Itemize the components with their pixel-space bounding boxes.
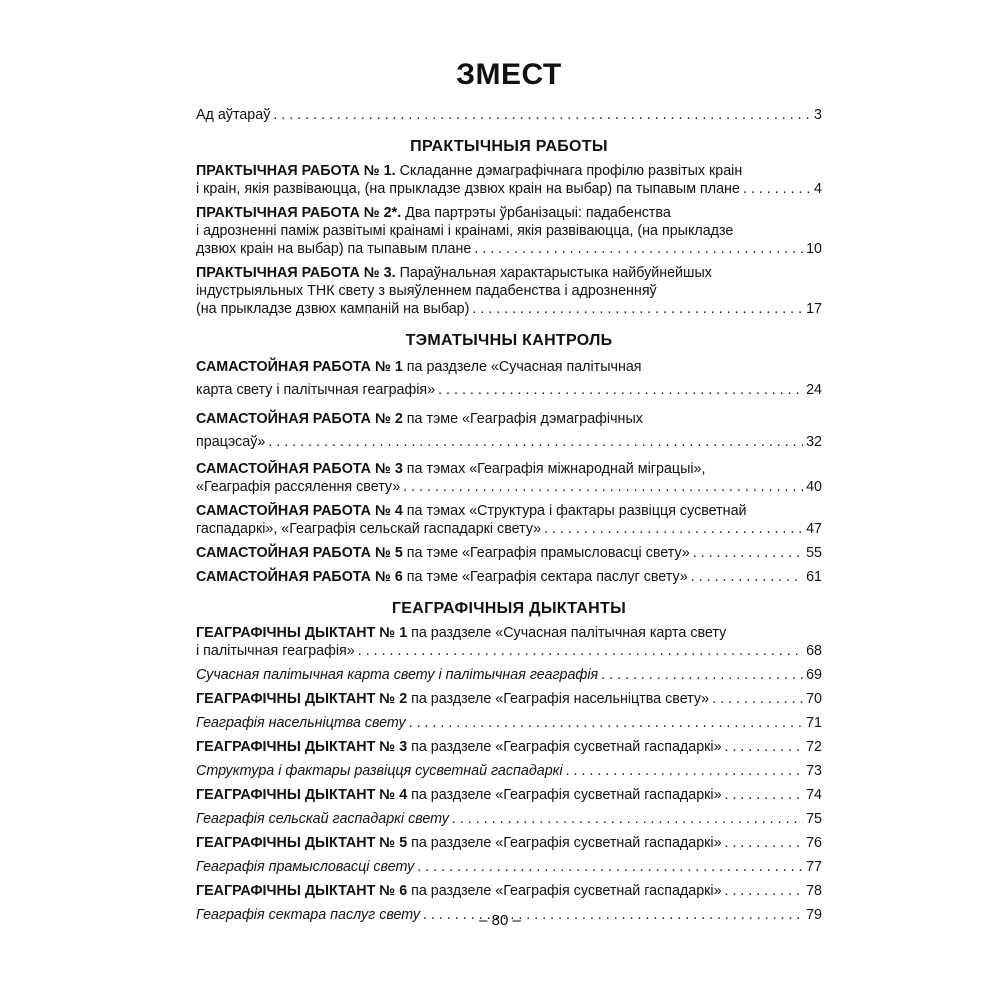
toc-line-text — [196, 180, 740, 198]
toc-entry[interactable] — [196, 810, 822, 828]
page-number: 32 — [806, 434, 822, 450]
toc-line-text — [196, 431, 265, 454]
page-number: 55 — [806, 545, 822, 561]
toc-line — [196, 810, 822, 828]
page-title: ЗМЕСТ — [456, 58, 562, 91]
toc-entry[interactable] — [196, 460, 822, 496]
page-number: 75 — [806, 811, 822, 827]
toc-entry[interactable] — [196, 162, 822, 198]
toc-line-text — [196, 738, 722, 756]
toc-line — [196, 180, 822, 198]
toc-line — [196, 379, 822, 402]
toc-entry[interactable] — [196, 786, 822, 804]
toc-line — [196, 858, 822, 876]
toc-line — [196, 762, 822, 780]
toc-line — [196, 162, 822, 180]
entry-description: «Геаграфія рассялення свету» — [196, 479, 401, 495]
entry-description: па раздзеле «Геаграфія сусветнай гаспадаркі» — [411, 787, 722, 803]
toc-line-text — [196, 882, 722, 900]
toc-line — [196, 714, 822, 732]
page-number: 61 — [806, 569, 822, 585]
toc-line-text — [196, 642, 355, 660]
toc-line — [196, 738, 822, 756]
page-number: 73 — [806, 763, 822, 779]
page-number: 4 — [814, 181, 822, 197]
toc-line — [196, 431, 822, 454]
entry-label: ГЕАГРАФІЧНЫ ДЫКТАНТ № 3 — [196, 739, 408, 755]
toc-entry[interactable] — [196, 834, 822, 852]
section-heading: ПРАКТЫЧНЫЯ РАБОТЫ — [410, 138, 608, 155]
toc-line — [196, 282, 822, 300]
dot-leader — [268, 431, 803, 454]
dot-leader — [472, 300, 803, 318]
page-number: 72 — [806, 739, 822, 755]
dot-leader — [743, 180, 811, 198]
entry-label: САМАСТОЙНАЯ РАБОТА № 4 — [196, 503, 403, 519]
entry-description: гаспадаркі», «Геаграфія сельскай гаспадаркі свету» — [196, 521, 542, 537]
toc-line-text — [196, 544, 690, 562]
toc-entry[interactable] — [196, 624, 822, 660]
entry-description: па раздзеле «Сучасная палітычная — [406, 359, 642, 375]
toc-subentry-text: Структура і фактары развіцця сусветнай гаспадаркі — [196, 763, 563, 779]
toc-line — [196, 666, 822, 684]
page-number: 74 — [806, 787, 822, 803]
toc-line — [196, 478, 822, 496]
page-footer-number: – 80 – — [479, 912, 521, 929]
entry-description: па раздзеле «Геаграфія сусветнай гаспадаркі» — [411, 835, 722, 851]
toc-subentry-text: Сучасная палітычная карта свету і палітычная геаграфія — [196, 667, 599, 683]
toc-entry[interactable] — [196, 264, 822, 318]
toc-entry[interactable] — [196, 502, 822, 538]
entry-description: па раздзеле «Геаграфія сусветнай гаспадаркі» — [411, 739, 722, 755]
entry-label: ГЕАГРАФІЧНЫ ДЫКТАНТ № 4 — [196, 787, 408, 803]
dot-leader — [409, 714, 803, 732]
entry-label: ГЕАГРАФІЧНЫ ДЫКТАНТ № 6 — [196, 883, 408, 899]
toc-line-text — [196, 283, 657, 299]
entry-label: ПРАКТЫЧНАЯ РАБОТА № 3. — [196, 265, 396, 281]
entry-label: САМАСТОЙНАЯ РАБОТА № 1 — [196, 359, 403, 375]
page-number: 71 — [806, 715, 822, 731]
entry-description: і адрозненні паміж развітымі краінамі і краінамі, якія развіваюцца, (на прыкладзе — [196, 223, 734, 239]
dot-leader — [358, 642, 803, 660]
toc-line — [196, 882, 822, 900]
dot-leader — [693, 544, 803, 562]
entry-label: САМАСТОЙНАЯ РАБОТА № 3 — [196, 461, 403, 477]
toc-entry-text: Ад аўтараў — [196, 107, 271, 123]
toc-entry[interactable] — [196, 690, 822, 708]
dot-leader — [403, 478, 803, 496]
toc-line — [196, 502, 822, 520]
page-number: 77 — [806, 859, 822, 875]
toc-line — [196, 568, 822, 586]
page-number: 40 — [806, 479, 822, 495]
dot-leader — [725, 786, 804, 804]
entry-label: ГЕАГРАФІЧНЫ ДЫКТАНТ № 1 — [196, 625, 408, 641]
toc-entry[interactable] — [196, 356, 822, 402]
toc-entry[interactable] — [196, 714, 822, 732]
toc-line — [196, 106, 822, 124]
toc-line-text — [196, 205, 671, 221]
page-number: 17 — [806, 301, 822, 317]
toc-line — [196, 408, 822, 431]
toc-line-text — [196, 690, 709, 708]
toc-subentry-text: Геаграфія прамысловасці свету — [196, 859, 415, 875]
toc-line — [196, 356, 822, 379]
dot-leader — [725, 882, 804, 900]
entry-label: ПРАКТЫЧНАЯ РАБОТА № 2*. — [196, 205, 402, 221]
toc-line-text — [196, 240, 471, 258]
toc-line-text — [196, 520, 541, 538]
toc-line-text — [196, 786, 722, 804]
dot-leader — [566, 762, 804, 780]
entry-label: САМАСТОЙНАЯ РАБОТА № 6 — [196, 569, 403, 585]
toc-line — [196, 240, 822, 258]
toc-subentry-text: Геаграфія сельскай гаспадаркі свету — [196, 811, 449, 827]
entry-label: САМАСТОЙНАЯ РАБОТА № 5 — [196, 545, 403, 561]
toc-line-text — [196, 461, 705, 477]
toc-line — [196, 264, 822, 282]
dot-leader — [691, 568, 803, 586]
section-heading: ГЕАГРАФІЧНЫЯ ДЫКТАНТЫ — [391, 600, 627, 617]
toc-line — [196, 204, 822, 222]
entry-description: працэсаў» — [196, 434, 266, 450]
entry-label: ГЕАГРАФІЧНЫ ДЫКТАНТ № 2 — [196, 691, 408, 707]
entry-description: (на прыкладзе дзвюх кампаній на выбар) — [196, 301, 470, 317]
toc-line — [196, 690, 822, 708]
entry-description: карта свету і палітычная геаграфія» — [196, 382, 436, 398]
entry-description: па тэме «Геаграфія дэмаграфічных — [406, 411, 643, 427]
toc-line-text — [196, 223, 733, 239]
entry-description: па раздзеле «Геаграфія сусветнай гаспадаркі» — [411, 883, 722, 899]
entry-description: Складанне дэмаграфічнага профілю развітых краін — [399, 163, 743, 179]
page-number: 10 — [806, 241, 822, 257]
page-number: 24 — [806, 382, 822, 398]
toc-line-text — [196, 478, 400, 496]
toc-line-text — [196, 359, 642, 375]
dot-leader — [712, 690, 803, 708]
dot-leader — [725, 834, 804, 852]
entry-description: па раздзеле «Сучасная палітычная карта свету — [411, 625, 727, 641]
toc-line-text — [196, 411, 643, 427]
page-number: 76 — [806, 835, 822, 851]
entry-description: дзвюх краін на выбар) па тыпавым плане — [196, 241, 472, 257]
entry-description: па тэмах «Геаграфія міжнароднай міграцыі», — [406, 461, 706, 477]
toc-entry[interactable] — [196, 858, 822, 876]
toc-entry[interactable] — [196, 666, 822, 684]
toc-line-text — [196, 300, 469, 318]
toc-line — [196, 834, 822, 852]
entry-description: індустрыяльных ТНК свету з выяўленнем падабенства і адрозненняў — [196, 283, 657, 299]
dot-leader — [438, 379, 803, 402]
page-number: 78 — [806, 883, 822, 899]
dot-leader — [601, 666, 803, 684]
dot-leader — [417, 858, 803, 876]
dot-leader — [452, 810, 803, 828]
toc-entry[interactable] — [196, 568, 822, 586]
toc-entry[interactable] — [196, 408, 822, 454]
toc-line-text — [196, 625, 726, 641]
toc-line — [196, 642, 822, 660]
toc-line — [196, 544, 822, 562]
dot-leader — [273, 106, 811, 124]
toc-line — [196, 460, 822, 478]
entry-label: САМАСТОЙНАЯ РАБОТА № 2 — [196, 411, 403, 427]
toc-line — [196, 520, 822, 538]
toc-entry[interactable] — [196, 544, 822, 562]
page-number: 3 — [814, 107, 822, 123]
toc-line-text — [196, 503, 747, 519]
toc-line — [196, 300, 822, 318]
page-number: 68 — [806, 643, 822, 659]
toc-entry[interactable] — [196, 738, 822, 756]
toc-entry-intro[interactable] — [196, 106, 822, 124]
entry-description: па тэме «Геаграфія прамысловасці свету» — [406, 545, 690, 561]
toc-line-text — [196, 379, 435, 402]
entry-description: Два партрэты ўрбанізацыі: падабенства — [405, 205, 671, 221]
toc-entry[interactable] — [196, 204, 822, 258]
toc-line-text — [196, 834, 722, 852]
toc-subentry-text: Геаграфія насельніцтва свету — [196, 715, 406, 731]
toc-line-text — [196, 265, 712, 281]
toc-subentry-text: Геаграфія сектара паслуг свету — [196, 907, 421, 923]
toc-line — [196, 786, 822, 804]
toc-line-text — [196, 568, 688, 586]
dot-leader — [725, 738, 804, 756]
page-number: 47 — [806, 521, 822, 537]
entry-label: ГЕАГРАФІЧНЫ ДЫКТАНТ № 5 — [196, 835, 408, 851]
toc-entry[interactable] — [196, 762, 822, 780]
toc-sections — [196, 138, 822, 924]
toc-page — [196, 58, 822, 930]
page-number: 69 — [806, 667, 822, 683]
entry-description: па тэме «Геаграфія сектара паслуг свету» — [406, 569, 688, 585]
entry-label: ПРАКТЫЧНАЯ РАБОТА № 1. — [196, 163, 396, 179]
dot-leader — [474, 240, 803, 258]
page-number: 70 — [806, 691, 822, 707]
section-heading: ТЭМАТЫЧНЫ КАНТРОЛЬ — [405, 332, 613, 349]
entry-description: і краін, якія развіваюцца, (на прыкладзе дзвюх краін на выбар) па тыпавым плане — [196, 181, 740, 197]
toc-line-text — [196, 163, 742, 179]
entry-description: і палітычная геаграфія» — [196, 643, 355, 659]
entry-description: па тэмах «Структура і фактары развіцця сусветнай — [406, 503, 747, 519]
toc-line — [196, 222, 822, 240]
entry-description: па раздзеле «Геаграфія насельніцтва свету» — [411, 691, 710, 707]
page-number: 79 — [806, 907, 822, 923]
entry-description: Параўнальная характарыстыка найбуйнейшых — [399, 265, 712, 281]
toc-entry[interactable] — [196, 882, 822, 900]
dot-leader — [544, 520, 803, 538]
toc-line — [196, 624, 822, 642]
